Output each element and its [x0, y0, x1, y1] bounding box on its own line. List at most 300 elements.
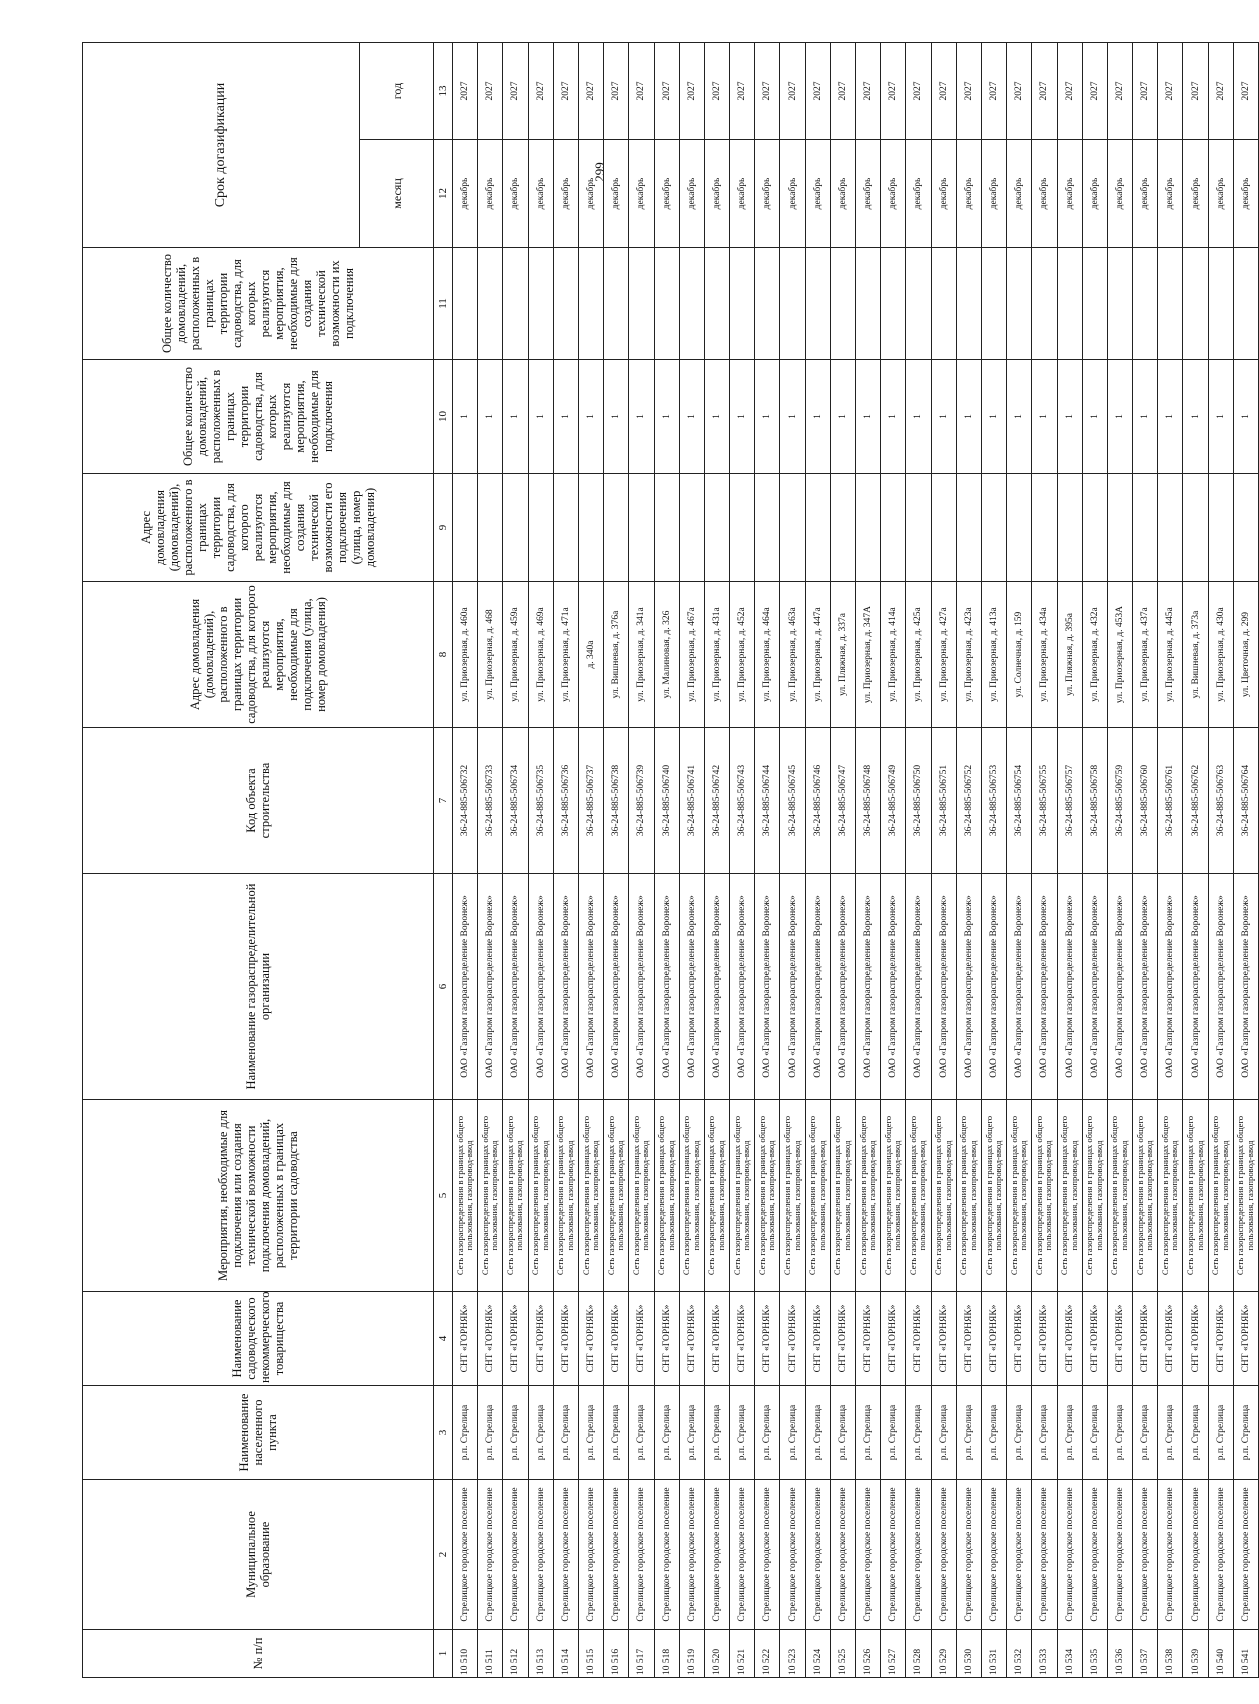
- settlement: р.п. Стрелица: [1107, 1386, 1132, 1480]
- address: ул. Приозерная, д. 445а: [1158, 582, 1183, 728]
- municipality: Стрелицкое городское поселение: [604, 1480, 629, 1630]
- snt-name: СНТ «ГОРНЯК»: [1082, 1292, 1107, 1386]
- settlement: р.п. Стрелица: [629, 1386, 654, 1480]
- qty-tech: [830, 248, 855, 360]
- table-row: [1208, 43, 1233, 1678]
- table-row: [1133, 43, 1158, 1678]
- row-number: 10 527: [881, 1630, 906, 1678]
- settlement: р.п. Стрелица: [503, 1386, 528, 1480]
- row-number: 10 510: [453, 1630, 478, 1678]
- address-tech: [1208, 474, 1233, 582]
- month: декабрь: [503, 140, 528, 248]
- snt-name: СНТ «ГОРНЯК»: [679, 1292, 704, 1386]
- address-tech: [679, 474, 704, 582]
- qty-tech: [478, 248, 503, 360]
- address-tech: [1107, 474, 1132, 582]
- event-description: Сеть газораспределения в границах общего пользования, газопровод-ввод: [578, 1100, 603, 1292]
- municipality: Стрелицкое городское поселение: [755, 1480, 780, 1630]
- settlement: р.п. Стрелица: [654, 1386, 679, 1480]
- year: 2027: [629, 43, 654, 140]
- row-number: 10 531: [981, 1630, 1006, 1678]
- object-code: 36-24-885-506749: [881, 728, 906, 874]
- row-number: 10 529: [931, 1630, 956, 1678]
- gasification-table-sheet: [82, 43, 1255, 1678]
- table-row: [906, 43, 931, 1678]
- qty-connection: 1: [805, 360, 830, 474]
- table-row: [604, 43, 629, 1678]
- object-code: 36-24-885-506734: [503, 728, 528, 874]
- qty-connection: 1: [1032, 360, 1057, 474]
- municipality: Стрелицкое городское поселение: [629, 1480, 654, 1630]
- qty-connection: 1: [780, 360, 805, 474]
- year: 2027: [654, 43, 679, 140]
- year: 2027: [906, 43, 931, 140]
- snt-name: СНТ «ГОРНЯК»: [654, 1292, 679, 1386]
- table-row: [553, 43, 578, 1678]
- table-row: [1057, 43, 1082, 1678]
- table-row: [654, 43, 679, 1678]
- gas-org: ОАО «Газпром газораспределение Воронеж»: [1158, 874, 1183, 1100]
- row-number: 10 526: [856, 1630, 881, 1678]
- year: 2027: [755, 43, 780, 140]
- qty-tech: [956, 248, 981, 360]
- gas-org: ОАО «Газпром газораспределение Воронеж»: [629, 874, 654, 1100]
- object-code: 36-24-885-506764: [1233, 728, 1258, 874]
- header-address-tech: Адрес домовладения (домовладений), расположенного в границах территории садоводства, для которого реализуются мероприятия, необходимые для создания технической возможности его подключения (улица, номер домовладения): [83, 474, 434, 582]
- address: ул. Приозерная, д. 459а: [503, 582, 528, 728]
- settlement: р.п. Стрелица: [956, 1386, 981, 1480]
- snt-name: СНТ «ГОРНЯК»: [1183, 1292, 1208, 1386]
- address: ул. Приозерная, д. 471а: [553, 582, 578, 728]
- municipality: Стрелицкое городское поселение: [704, 1480, 729, 1630]
- table-row: [1183, 43, 1208, 1678]
- month: декабрь: [981, 140, 1006, 248]
- snt-name: СНТ «ГОРНЯК»: [1007, 1292, 1032, 1386]
- row-number: 10 522: [755, 1630, 780, 1678]
- row-number: 10 516: [604, 1630, 629, 1678]
- event-description: Сеть газораспределения в границах общего пользования, газопровод-ввод: [856, 1100, 881, 1292]
- qty-tech: [704, 248, 729, 360]
- gas-org: ОАО «Газпром газораспределение Воронеж»: [1133, 874, 1158, 1100]
- row-number: 10 517: [629, 1630, 654, 1678]
- qty-tech: [1107, 248, 1132, 360]
- event-description: Сеть газораспределения в границах общего пользования, газопровод-ввод: [830, 1100, 855, 1292]
- address-tech: [629, 474, 654, 582]
- year: 2027: [805, 43, 830, 140]
- address: ул. Приозерная, д. 452а: [730, 582, 755, 728]
- settlement: р.п. Стрелица: [830, 1386, 855, 1480]
- qty-tech: [553, 248, 578, 360]
- municipality: Стрелицкое городское поселение: [1032, 1480, 1057, 1630]
- object-code: 36-24-885-506758: [1082, 728, 1107, 874]
- row-number: 10 533: [1032, 1630, 1057, 1678]
- month: декабрь: [1082, 140, 1107, 248]
- settlement: р.п. Стрелица: [981, 1386, 1006, 1480]
- address-tech: [503, 474, 528, 582]
- qty-tech: [856, 248, 881, 360]
- object-code: 36-24-885-506746: [805, 728, 830, 874]
- address-tech: [1057, 474, 1082, 582]
- address-tech: [780, 474, 805, 582]
- month: декабрь: [1007, 140, 1032, 248]
- table-row: [1107, 43, 1132, 1678]
- event-description: Сеть газораспределения в границах общего пользования, газопровод-ввод: [1057, 1100, 1082, 1292]
- address: ул. Приозерная, д. 431а: [704, 582, 729, 728]
- address-tech: [528, 474, 553, 582]
- table-row: [1082, 43, 1107, 1678]
- qty-tech: [1208, 248, 1233, 360]
- settlement: р.п. Стрелица: [1208, 1386, 1233, 1480]
- header-events: Мероприятия, необходимые для подключения или создания технической возможности подключения домовладений, расположенных в границах территории садоводства: [83, 1100, 434, 1292]
- address-tech: [1007, 474, 1032, 582]
- settlement: р.п. Стрелица: [1007, 1386, 1032, 1480]
- municipality: Стрелицкое городское поселение: [730, 1480, 755, 1630]
- qty-tech: [679, 248, 704, 360]
- month: декабрь: [528, 140, 553, 248]
- table-row: [679, 43, 704, 1678]
- municipality: Стрелицкое городское поселение: [1133, 1480, 1158, 1630]
- snt-name: СНТ «ГОРНЯК»: [528, 1292, 553, 1386]
- address: ул. Солнечная, д. 159: [1007, 582, 1032, 728]
- row-number: 10 541: [1233, 1630, 1258, 1678]
- year: 2027: [1233, 43, 1258, 140]
- address: д. 340а: [578, 582, 603, 728]
- municipality: Стрелицкое городское поселение: [679, 1480, 704, 1630]
- row-number: 10 534: [1057, 1630, 1082, 1678]
- address: ул. Цветочная, д. 299: [1233, 582, 1258, 728]
- qty-connection: 1: [679, 360, 704, 474]
- month: декабрь: [629, 140, 654, 248]
- qty-connection: 1: [604, 360, 629, 474]
- qty-tech: [1032, 248, 1057, 360]
- municipality: Стрелицкое городское поселение: [1007, 1480, 1032, 1630]
- event-description: Сеть газораспределения в границах общего пользования, газопровод-ввод: [1133, 1100, 1158, 1292]
- object-code: 36-24-885-506735: [528, 728, 553, 874]
- year: 2027: [981, 43, 1006, 140]
- address-tech: [956, 474, 981, 582]
- qty-connection: 1: [981, 360, 1006, 474]
- header-snt: Наименование садоводческого некоммерческого товарищества: [83, 1292, 434, 1386]
- year: 2027: [1133, 43, 1158, 140]
- event-description: Сеть газораспределения в границах общего пользования, газопровод-ввод: [881, 1100, 906, 1292]
- qty-tech: [453, 248, 478, 360]
- year: 2027: [704, 43, 729, 140]
- month: декабрь: [704, 140, 729, 248]
- settlement: р.п. Стрелица: [730, 1386, 755, 1480]
- municipality: Стрелицкое городское поселение: [780, 1480, 805, 1630]
- object-code: 36-24-885-506753: [981, 728, 1006, 874]
- gas-org: ОАО «Газпром газораспределение Воронеж»: [478, 874, 503, 1100]
- settlement: р.п. Стрелица: [856, 1386, 881, 1480]
- gas-org: ОАО «Газпром газораспределение Воронеж»: [1057, 874, 1082, 1100]
- settlement: р.п. Стрелица: [1133, 1386, 1158, 1480]
- address-tech: [654, 474, 679, 582]
- table-header-row: [83, 43, 360, 1678]
- municipality: Стрелицкое городское поселение: [1208, 1480, 1233, 1630]
- column-number: 7: [434, 728, 453, 874]
- settlement: р.п. Стрелица: [453, 1386, 478, 1480]
- municipality: Стрелицкое городское поселение: [478, 1480, 503, 1630]
- header-gas-org: Наименование газораспределительной организации: [83, 874, 434, 1100]
- qty-tech: [654, 248, 679, 360]
- object-code: 36-24-885-506755: [1032, 728, 1057, 874]
- snt-name: СНТ «ГОРНЯК»: [856, 1292, 881, 1386]
- month: декабрь: [830, 140, 855, 248]
- column-number: 8: [434, 582, 453, 728]
- event-description: Сеть газораспределения в границах общего пользования, газопровод-ввод: [503, 1100, 528, 1292]
- qty-connection: 1: [1057, 360, 1082, 474]
- gasification-table: [82, 42, 1259, 1678]
- event-description: Сеть газораспределения в границах общего пользования, газопровод-ввод: [805, 1100, 830, 1292]
- qty-connection: 1: [1158, 360, 1183, 474]
- header-settlement: Наименование населенного пункта: [83, 1386, 434, 1480]
- address-tech: [1032, 474, 1057, 582]
- event-description: Сеть газораспределения в границах общего пользования, газопровод-ввод: [704, 1100, 729, 1292]
- municipality: Стрелицкое городское поселение: [553, 1480, 578, 1630]
- object-code: 36-24-885-506763: [1208, 728, 1233, 874]
- row-number: 10 538: [1158, 1630, 1183, 1678]
- month: декабрь: [1158, 140, 1183, 248]
- object-code: 36-24-885-506732: [453, 728, 478, 874]
- address-tech: [1183, 474, 1208, 582]
- year: 2027: [1107, 43, 1132, 140]
- object-code: 36-24-885-506737: [578, 728, 603, 874]
- table-row: [528, 43, 553, 1678]
- snt-name: СНТ «ГОРНЯК»: [1233, 1292, 1258, 1386]
- qty-tech: [805, 248, 830, 360]
- event-description: Сеть газораспределения в границах общего пользования, газопровод-ввод: [755, 1100, 780, 1292]
- month: декабрь: [780, 140, 805, 248]
- qty-tech: [528, 248, 553, 360]
- table-row: [956, 43, 981, 1678]
- object-code: 36-24-885-506742: [704, 728, 729, 874]
- table-row: [453, 43, 478, 1678]
- object-code: 36-24-885-506760: [1133, 728, 1158, 874]
- qty-connection: 1: [1107, 360, 1132, 474]
- row-number: 10 519: [679, 1630, 704, 1678]
- qty-connection: 1: [1133, 360, 1158, 474]
- snt-name: СНТ «ГОРНЯК»: [478, 1292, 503, 1386]
- object-code: 36-24-885-506750: [906, 728, 931, 874]
- qty-tech: [755, 248, 780, 360]
- gas-org: ОАО «Газпром газораспределение Воронеж»: [654, 874, 679, 1100]
- table-row: [931, 43, 956, 1678]
- table-row: [704, 43, 729, 1678]
- address: ул. Приозерная, д. 434а: [1032, 582, 1057, 728]
- month: декабрь: [730, 140, 755, 248]
- year: 2027: [679, 43, 704, 140]
- address-tech: [1133, 474, 1158, 582]
- qty-tech: [931, 248, 956, 360]
- object-code: 36-24-885-506747: [830, 728, 855, 874]
- gas-org: ОАО «Газпром газораспределение Воронеж»: [578, 874, 603, 1100]
- month: декабрь: [453, 140, 478, 248]
- gas-org: ОАО «Газпром газораспределение Воронеж»: [881, 874, 906, 1100]
- settlement: р.п. Стрелица: [780, 1386, 805, 1480]
- address-tech: [478, 474, 503, 582]
- municipality: Стрелицкое городское поселение: [931, 1480, 956, 1630]
- qty-connection: 1: [856, 360, 881, 474]
- year: 2027: [578, 43, 603, 140]
- gas-org: ОАО «Газпром газораспределение Воронеж»: [1007, 874, 1032, 1100]
- municipality: Стрелицкое городское поселение: [654, 1480, 679, 1630]
- address-tech: [830, 474, 855, 582]
- month: декабрь: [478, 140, 503, 248]
- qty-tech: [906, 248, 931, 360]
- object-code: 36-24-885-506752: [956, 728, 981, 874]
- address: ул. Приозерная, д. 467а: [679, 582, 704, 728]
- snt-name: СНТ «ГОРНЯК»: [805, 1292, 830, 1386]
- year: 2027: [881, 43, 906, 140]
- event-description: Сеть газораспределения в границах общего пользования, газопровод-ввод: [453, 1100, 478, 1292]
- month: декабрь: [906, 140, 931, 248]
- header-term: Срок догазификации: [83, 43, 360, 248]
- table-row: [1032, 43, 1057, 1678]
- year: 2027: [1057, 43, 1082, 140]
- event-description: Сеть газораспределения в границах общего пользования, газопровод-ввод: [679, 1100, 704, 1292]
- row-number: 10 521: [730, 1630, 755, 1678]
- snt-name: СНТ «ГОРНЯК»: [453, 1292, 478, 1386]
- snt-name: СНТ «ГОРНЯК»: [755, 1292, 780, 1386]
- event-description: Сеть газораспределения в границах общего пользования, газопровод-ввод: [1158, 1100, 1183, 1292]
- snt-name: СНТ «ГОРНЯК»: [629, 1292, 654, 1386]
- header-qty-connection: Общее количество домовладений, расположенных в границах территории садоводства, для которых реализуются мероприятия, необходимые для подключения: [83, 360, 434, 474]
- municipality: Стрелицкое городское поселение: [856, 1480, 881, 1630]
- settlement: р.п. Стрелица: [528, 1386, 553, 1480]
- event-description: Сеть газораспределения в границах общего пользования, газопровод-ввод: [906, 1100, 931, 1292]
- settlement: р.п. Стрелица: [906, 1386, 931, 1480]
- qty-connection: 1: [629, 360, 654, 474]
- table-row: [881, 43, 906, 1678]
- qty-connection: 1: [956, 360, 981, 474]
- row-number: 10 540: [1208, 1630, 1233, 1678]
- snt-name: СНТ «ГОРНЯК»: [981, 1292, 1006, 1386]
- row-number: 10 513: [528, 1630, 553, 1678]
- address-tech: [704, 474, 729, 582]
- gas-org: ОАО «Газпром газораспределение Воронеж»: [704, 874, 729, 1100]
- qty-connection: 1: [730, 360, 755, 474]
- municipality: Стрелицкое городское поселение: [881, 1480, 906, 1630]
- qty-tech: [604, 248, 629, 360]
- month: декабрь: [1233, 140, 1258, 248]
- municipality: Стрелицкое городское поселение: [1082, 1480, 1107, 1630]
- settlement: р.п. Стрелица: [679, 1386, 704, 1480]
- header-municipality: Муниципальное образование: [83, 1480, 434, 1630]
- event-description: Сеть газораспределения в границах общего пользования, газопровод-ввод: [956, 1100, 981, 1292]
- municipality: Стрелицкое городское поселение: [981, 1480, 1006, 1630]
- column-numbers-row: [434, 43, 453, 1678]
- year: 2027: [931, 43, 956, 140]
- column-number: 2: [434, 1480, 453, 1630]
- month: декабрь: [1032, 140, 1057, 248]
- object-code: 36-24-885-506754: [1007, 728, 1032, 874]
- table-row: [1007, 43, 1032, 1678]
- year: 2027: [1208, 43, 1233, 140]
- year: 2027: [956, 43, 981, 140]
- column-number: 11: [434, 248, 453, 360]
- address-tech: [453, 474, 478, 582]
- qty-tech: [881, 248, 906, 360]
- qty-connection: 1: [528, 360, 553, 474]
- settlement: р.п. Стрелица: [755, 1386, 780, 1480]
- qty-connection: 1: [553, 360, 578, 474]
- settlement: р.п. Стрелица: [478, 1386, 503, 1480]
- month: декабрь: [956, 140, 981, 248]
- object-code: 36-24-885-506736: [553, 728, 578, 874]
- table-row: [805, 43, 830, 1678]
- row-number: 10 518: [654, 1630, 679, 1678]
- event-description: Сеть газораспределения в границах общего пользования, газопровод-ввод: [654, 1100, 679, 1292]
- address-tech: [805, 474, 830, 582]
- qty-connection: 1: [578, 360, 603, 474]
- qty-connection: 1: [704, 360, 729, 474]
- table-row: [1233, 43, 1258, 1678]
- qty-tech: [1233, 248, 1258, 360]
- qty-tech: [1007, 248, 1032, 360]
- event-description: Сеть газораспределения в границах общего пользования, газопровод-ввод: [1007, 1100, 1032, 1292]
- gas-org: ОАО «Газпром газораспределение Воронеж»: [755, 874, 780, 1100]
- address-tech: [906, 474, 931, 582]
- qty-connection: 1: [1233, 360, 1258, 474]
- municipality: Стрелицкое городское поселение: [1233, 1480, 1258, 1630]
- event-description: Сеть газораспределения в границах общего пользования, газопровод-ввод: [528, 1100, 553, 1292]
- gas-org: ОАО «Газпром газораспределение Воронеж»: [1107, 874, 1132, 1100]
- gas-org: ОАО «Газпром газораспределение Воронеж»: [553, 874, 578, 1100]
- settlement: р.п. Стрелица: [578, 1386, 603, 1480]
- address: ул. Вишневая, д. 376а: [604, 582, 629, 728]
- gas-org: ОАО «Газпром газораспределение Воронеж»: [503, 874, 528, 1100]
- row-number: 10 520: [704, 1630, 729, 1678]
- month: декабрь: [553, 140, 578, 248]
- row-number: 10 514: [553, 1630, 578, 1678]
- month: декабрь: [654, 140, 679, 248]
- column-number: 6: [434, 874, 453, 1100]
- address-tech: [604, 474, 629, 582]
- column-number: 1: [434, 1630, 453, 1678]
- qty-connection: 1: [1183, 360, 1208, 474]
- month: декабрь: [755, 140, 780, 248]
- object-code: 36-24-885-506733: [478, 728, 503, 874]
- municipality: Стрелицкое городское поселение: [578, 1480, 603, 1630]
- address: ул. Вишневая, д. 373а: [1183, 582, 1208, 728]
- column-number: 5: [434, 1100, 453, 1292]
- row-number: 10 511: [478, 1630, 503, 1678]
- event-description: Сеть газораспределения в границах общего пользования, газопровод-ввод: [1107, 1100, 1132, 1292]
- settlement: р.п. Стрелица: [1082, 1386, 1107, 1480]
- address-tech: [981, 474, 1006, 582]
- address: ул. Приозерная, д. 423а: [956, 582, 981, 728]
- column-number: 10: [434, 360, 453, 474]
- event-description: Сеть газораспределения в границах общего пользования, газопровод-ввод: [981, 1100, 1006, 1292]
- qty-tech: [1133, 248, 1158, 360]
- qty-tech: [629, 248, 654, 360]
- header-number: № п/п: [83, 1630, 434, 1678]
- snt-name: СНТ «ГОРНЯК»: [956, 1292, 981, 1386]
- address: ул. Приозерная, д. 447а: [805, 582, 830, 728]
- qty-connection: 1: [1082, 360, 1107, 474]
- object-code: 36-24-885-506739: [629, 728, 654, 874]
- address: ул. Приозерная, д. 414а: [881, 582, 906, 728]
- snt-name: СНТ «ГОРНЯК»: [503, 1292, 528, 1386]
- settlement: р.п. Стрелица: [1032, 1386, 1057, 1480]
- qty-connection: 1: [503, 360, 528, 474]
- year: 2027: [503, 43, 528, 140]
- year: 2027: [453, 43, 478, 140]
- rotated-page-wrapper: [82, 43, 1255, 1678]
- address-tech: [1158, 474, 1183, 582]
- header-object-code: Код объекта строительства: [83, 728, 434, 874]
- settlement: р.п. Стрелица: [931, 1386, 956, 1480]
